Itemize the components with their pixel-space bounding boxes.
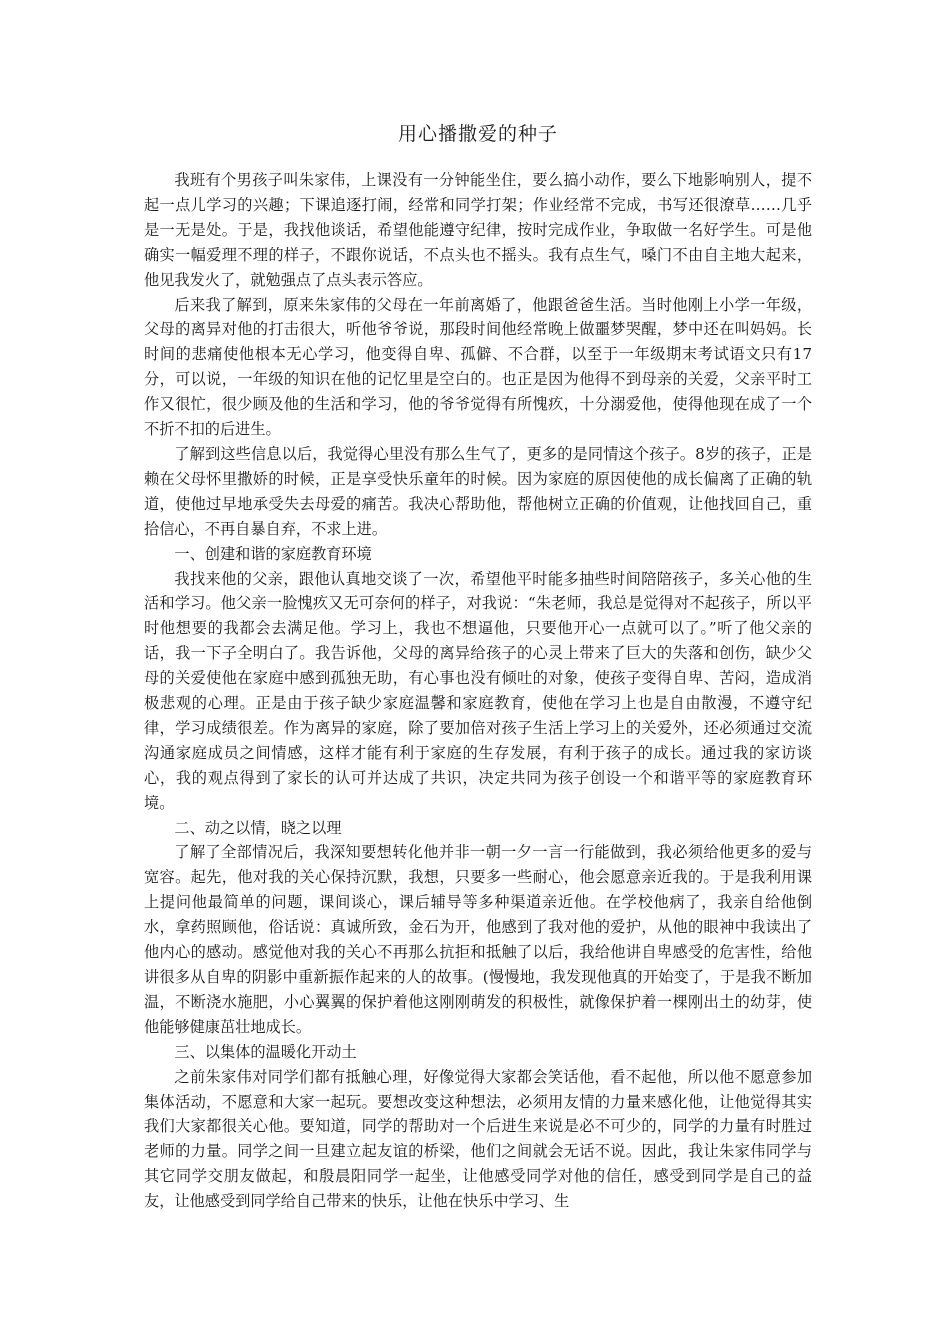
section-heading-1: 一、创建和谐的家庭教育环境	[174, 544, 372, 563]
section-paragraph-1: 我找来他的父亲，跟他认真地交谈了一次，希望他平时能多抽些时间陪陪孩子，多关心他的生活和学习。他父亲一脸愧疚又无可奈何的样子，对我说：“朱老师，我总是觉得对不起孩子，所以平时他想要的我都会去满足他。学习上，我也不想逼他，只要他开心一点就可以了。”听了他父亲的话，我一下子全明白了。我告诉他，父母的离异给孩子的心灵上带来了巨大的失落和创伤，缺少父母的关爱使他在家庭中感到孤独无助，有心事也没有倾吐的对象，使孩子变得自卑、苦闷，造成消极悲观的心理。正是由于孩子缺少家庭温馨和家庭教育，使他在学习上也是自由散漫，不遵守纪律，学习成绩很差。作为离异的家庭，除了要加倍对孩子生活上学习上的关爱外，还必须通过交流沟通家庭成员之间情感，这样才能有利于家庭的生存发展，有利于孩子的成长。通过我的家访谈心，我的观点得到了家长的认可并达成了共识，决定共同为孩子创设一个和谐平等的家庭教育环境。	[144, 569, 812, 812]
section-heading-2: 二、动之以情，晓之以理	[174, 818, 342, 837]
section-paragraph-2: 了解了全部情况后，我深知要想转化他并非一朝一夕一言一行能做到，我必须给他更多的爱与宽容。起先，他对我的关心保持沉默，我想，只要多一些耐心，他会愿意亲近我的。于是我利用课上提问他最简单的问题，课间谈心，课后辅导等多种渠道亲近他。在学校他病了，我亲自给他倒水，拿药照顾他，俗话说：真诚所致，金石为开，他感到了我对他的爱护，从他的眼神中我读出了他内心的感动。感觉他对我的关心不再那么抗拒和抵触了以后，我给他讲自卑感受的危害性，给他讲很多从自卑的阴影中重新振作起来的人的故事。(慢慢地，我发现他真的开始变了，于是我不断加温，不断浇水施肥，小心翼翼的保护着他这刚刚萌发的积极性，就像保护着一棵刚出土的幼芽，使他能够健康茁壮地成长。	[144, 843, 812, 1036]
section-paragraph-3: 之前朱家伟对同学们都有抵触心理，好像觉得大家都会笑话他，看不起他，所以他不愿意参加集体活动，不愿意和大家一起玩。要想改变这种想法，必须用友情的力量来感化他，让他觉得其实我们大家都很关心他。要知道，同学的帮助对一个后进生来说是必不可少的，同学的力量有时胜过老师的力量。同学之间一旦建立起友谊的桥梁，他们之间就会无话不说。因此，我让朱家伟同学与其它同学交朋友做起，和殷晨阳同学一起坐，让他感受同学对他的信任，感受到同学是自己的益友，让他感受到同学给自己带来的快乐，让他在快乐中学习、生	[144, 1067, 812, 1211]
page-title: 用心播撒爱的种子	[397, 123, 558, 145]
section-heading-3: 三、以集体的温暖化开动土	[174, 1042, 357, 1061]
paragraph-resolve: 了解到这些信息以后，我觉得心里没有那么生气了，更多的是同情这个孩子。8岁的孩子，正是赖在父母怀里撒娇的时候，正是享受快乐童年的时候。因为家庭的原因使他的成长偏离了正确的轨道，使他过早地承受失去母爱的痛苦。我决心帮助他，帮他树立正确的价值观，让他找回自己，重拾信心，不再自暴自弃，不求上进。	[144, 444, 812, 538]
paragraph-intro: 我班有个男孩子叫朱家伟，上课没有一分钟能坐住，要么搞小动作，要么下地影响别人，提不起一点儿学习的兴趣；下课追逐打闹，经常和同学打架；作业经常不完成，书写还很潦草……几乎是一无是处。于是，我找他谈话，希望他能遵守纪律，按时完成作业，争取做一名好学生。可是他确实一幅爱理不理的样子，不跟你说话，不点头也不摇头。我有点生气，嗓门不由自主地大起来，他见我发火了，就勉强点了点头表示答应。	[144, 171, 812, 289]
document-page	[144, 118, 812, 1214]
paragraph-background: 后来我了解到，原来朱家伟的父母在一年前离婚了，他跟爸爸生活。当时他刚上小学一年级，父母的离异对他的打击很大，听他爷爷说，那段时间他经常晚上做噩梦哭醒，梦中还在叫妈妈。长时间的悲痛使他根本无心学习，他变得自卑、孤僻、不合群，以至于一年级期末考试语文只有17分，可以说，一年级的知识在他的记忆里是空白的。也正是因为他得不到母亲的关爱，父亲平时工作又很忙，很少顾及他的生活和学习，他的爷爷觉得有所愧疚，十分溺爱他，使得他现在成了一个不折不扣的后进生。	[144, 295, 812, 439]
